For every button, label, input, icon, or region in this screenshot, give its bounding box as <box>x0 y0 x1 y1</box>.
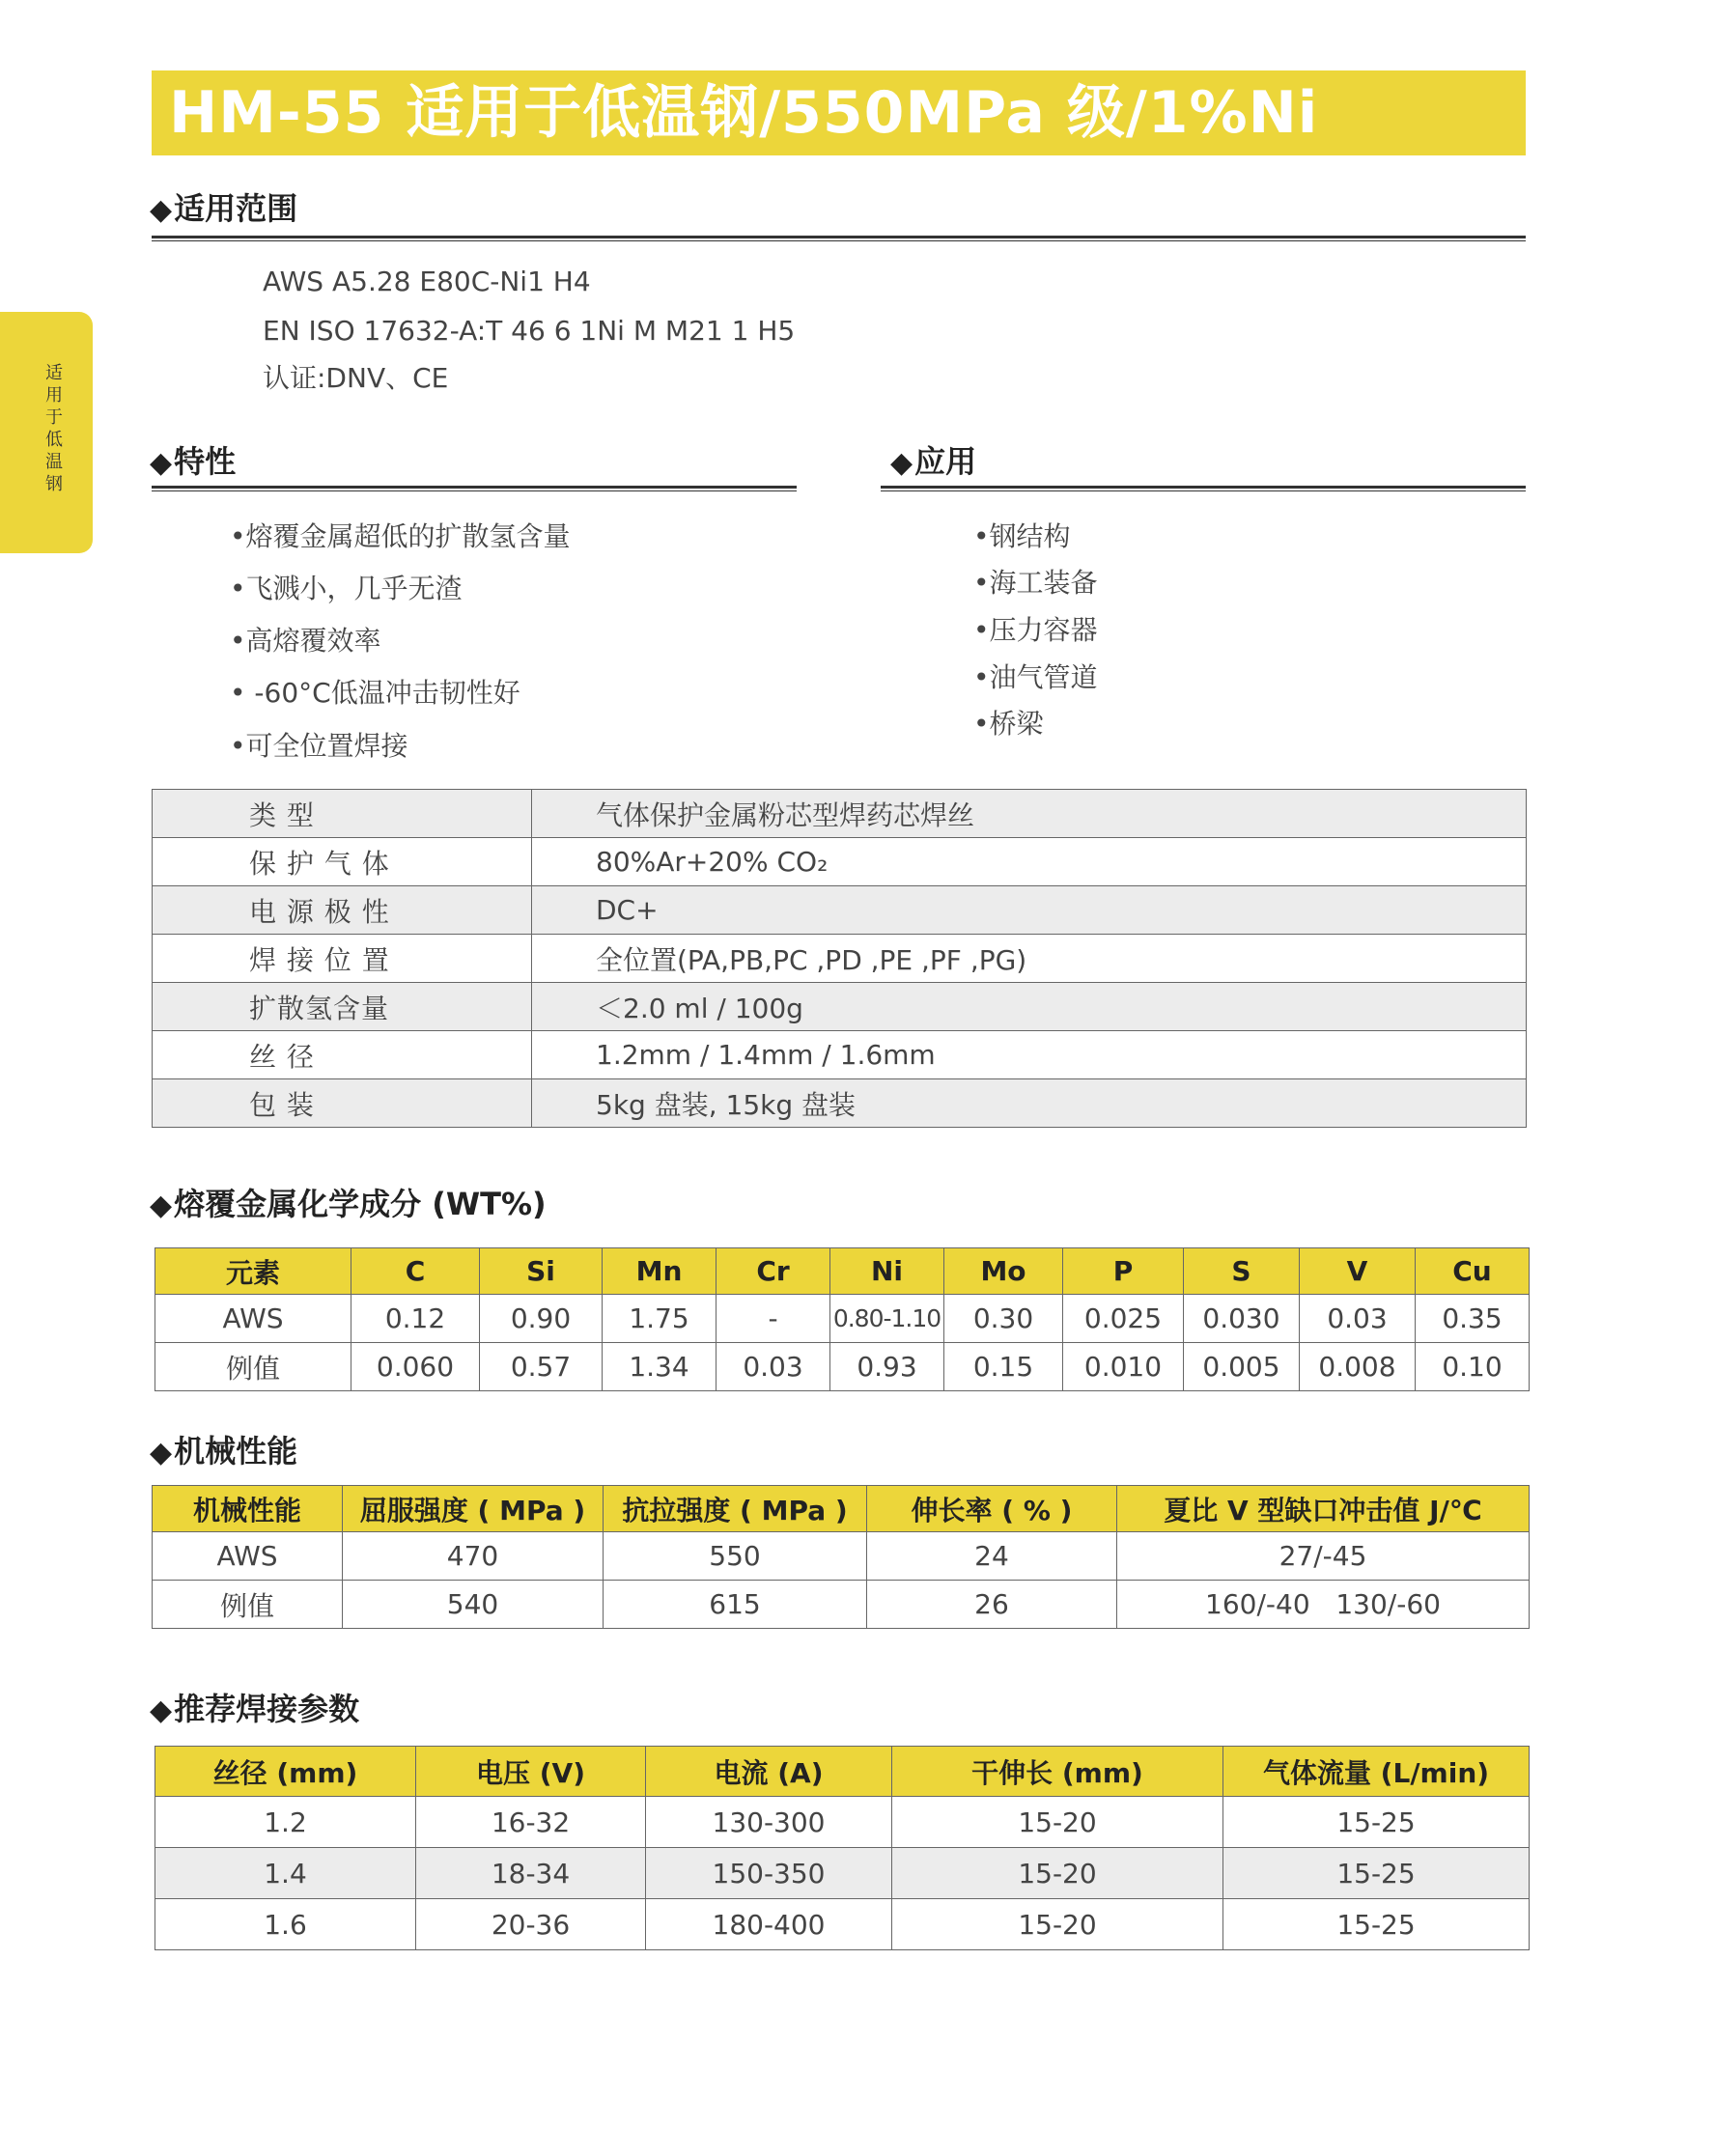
table-row <box>153 935 1527 983</box>
table-cell: 180-400 <box>646 1899 892 1950</box>
table-cell: 615 <box>604 1581 867 1629</box>
table-cell: 15-25 <box>1223 1797 1530 1848</box>
spec-value: 5kg 盘装, 15kg 盘装 <box>532 1079 1527 1128</box>
table-row <box>153 1581 1530 1629</box>
spec-value: 1.2mm / 1.4mm / 1.6mm <box>532 1031 1527 1079</box>
spec-value: 全位置(PA,PB,PC ,PD ,PE ,PF ,PG) <box>532 935 1527 983</box>
column-header: 电流 (A) <box>646 1747 892 1797</box>
spec-key: 类 型 <box>153 790 532 838</box>
table-cell: 1.4 <box>155 1848 416 1899</box>
feature-item: •熔覆金属超低的扩散氢含量 <box>230 520 571 552</box>
column-header: 电压 (V) <box>416 1747 646 1797</box>
table-header-row <box>155 1747 1530 1797</box>
spec-value: DC+ <box>532 886 1527 935</box>
page-title: HM-55 适用于低温钢/550MPa 级/1%Ni <box>169 79 1319 147</box>
chem-heading: ◆熔覆金属化学成分 (WT%) <box>150 1186 547 1222</box>
table-cell: 150-350 <box>646 1848 892 1899</box>
title-bar <box>152 70 1526 155</box>
column-header: Ni <box>830 1248 944 1295</box>
application-item: •钢结构 <box>973 520 1071 552</box>
table-cell: 15-25 <box>1223 1848 1530 1899</box>
table-row <box>153 838 1527 886</box>
table-cell: 0.005 <box>1184 1343 1300 1391</box>
application-item: •压力容器 <box>973 614 1098 646</box>
scope-line: EN ISO 17632-A:T 46 6 1Ni M M21 1 H5 <box>263 315 796 347</box>
diamond-icon: ◆ <box>890 446 913 480</box>
table-cell: 0.03 <box>1300 1295 1416 1343</box>
table-cell: 例值 <box>155 1343 351 1391</box>
table-cell: 1.2 <box>155 1797 416 1848</box>
application-item: •油气管道 <box>973 661 1098 693</box>
table-cell: 15-20 <box>892 1848 1223 1899</box>
diamond-icon: ◆ <box>150 1694 173 1727</box>
column-header: 抗拉强度 ( MPa ) <box>604 1486 867 1532</box>
column-header: 屈服强度 ( MPa ) <box>343 1486 604 1532</box>
table-cell: 15-20 <box>892 1899 1223 1950</box>
spec-key: 焊 接 位 置 <box>153 935 532 983</box>
table-header-row <box>155 1248 1530 1295</box>
table-cell: 1.6 <box>155 1899 416 1950</box>
side-tab-label: 适用于低温钢 <box>45 363 63 494</box>
table-cell: 470 <box>343 1532 604 1581</box>
feature-item: •可全位置焊接 <box>230 730 408 762</box>
table-cell: 0.90 <box>480 1295 603 1343</box>
chem-table <box>155 1247 1530 1391</box>
feature-item: •飞溅小，几乎无渣 <box>230 573 463 604</box>
table-row <box>155 1848 1530 1899</box>
table-cell: 160/-40 130/-60 <box>1117 1581 1530 1629</box>
table-cell: 130-300 <box>646 1797 892 1848</box>
column-header: 干伸长 (mm) <box>892 1747 1223 1797</box>
spec-key: 扩散氢含量 <box>153 983 532 1031</box>
table-row <box>155 1899 1530 1950</box>
table-cell: 27/-45 <box>1117 1532 1530 1581</box>
table-row <box>153 790 1527 838</box>
column-header: 伸长率 ( % ) <box>867 1486 1117 1532</box>
table-row <box>153 983 1527 1031</box>
spec-value: 气体保护金属粉芯型焊药芯焊丝 <box>532 790 1527 838</box>
column-header: P <box>1063 1248 1184 1295</box>
table-cell: 16-32 <box>416 1797 646 1848</box>
spec-value: ＜2.0 ml / 100g <box>532 983 1527 1031</box>
table-header-row <box>153 1486 1530 1532</box>
table-cell: 18-34 <box>416 1848 646 1899</box>
table-cell: 例值 <box>153 1581 343 1629</box>
param-heading: ◆推荐焊接参数 <box>150 1691 360 1727</box>
table-cell: 26 <box>867 1581 1117 1629</box>
table-cell: 0.15 <box>944 1343 1063 1391</box>
scope-line: AWS A5.28 E80C-Ni1 H4 <box>263 266 591 297</box>
spec-key: 包 装 <box>153 1079 532 1128</box>
feature-item: • -60°C低温冲击韧性好 <box>230 677 520 709</box>
table-cell: 20-36 <box>416 1899 646 1950</box>
mech-heading: ◆机械性能 <box>150 1433 298 1470</box>
column-header: Cr <box>717 1248 830 1295</box>
table-cell: 0.80-1.10 <box>830 1295 944 1343</box>
table-row <box>155 1797 1530 1848</box>
column-header: C <box>351 1248 480 1295</box>
table-cell: AWS <box>153 1532 343 1581</box>
spec-key: 丝 径 <box>153 1031 532 1079</box>
table-cell: 1.34 <box>603 1343 717 1391</box>
diamond-icon: ◆ <box>150 1189 173 1222</box>
column-header: V <box>1300 1248 1416 1295</box>
table-row <box>155 1343 1530 1391</box>
table-row <box>153 1031 1527 1079</box>
side-tab <box>0 312 93 553</box>
column-header: 丝径 (mm) <box>155 1747 416 1797</box>
feature-item: •高熔覆效率 <box>230 625 381 657</box>
spec-key: 电 源 极 性 <box>153 886 532 935</box>
table-cell: 0.060 <box>351 1343 480 1391</box>
column-header: S <box>1184 1248 1300 1295</box>
table-row <box>153 1079 1527 1128</box>
application-item: •海工装备 <box>973 567 1098 599</box>
application-item: •桥梁 <box>973 708 1044 740</box>
column-header: Mn <box>603 1248 717 1295</box>
table-cell: 0.30 <box>944 1295 1063 1343</box>
table-cell: 0.025 <box>1063 1295 1184 1343</box>
column-header: Mo <box>944 1248 1063 1295</box>
table-cell: AWS <box>155 1295 351 1343</box>
table-cell: 0.010 <box>1063 1343 1184 1391</box>
spec-value: 80%Ar+20% CO₂ <box>532 838 1527 886</box>
column-header: Si <box>480 1248 603 1295</box>
table-cell: 15-20 <box>892 1797 1223 1848</box>
spec-key: 保 护 气 体 <box>153 838 532 886</box>
table-cell: 1.75 <box>603 1295 717 1343</box>
column-header: 机械性能 <box>153 1486 343 1532</box>
table-cell: 0.35 <box>1416 1295 1530 1343</box>
param-table <box>155 1746 1530 1950</box>
features-rule <box>152 486 797 491</box>
diamond-icon: ◆ <box>150 1436 173 1470</box>
column-header: 元素 <box>155 1248 351 1295</box>
column-header: 夏比 V 型缺口冲击值 J/℃ <box>1117 1486 1530 1532</box>
table-cell: 0.12 <box>351 1295 480 1343</box>
scope-heading: ◆适用范围 <box>150 190 298 227</box>
mech-table <box>152 1485 1530 1629</box>
applications-heading: ◆应用 <box>890 443 977 480</box>
applications-rule <box>881 486 1526 491</box>
spec-table <box>152 789 1527 1128</box>
column-header: 气体流量 (L/min) <box>1223 1747 1530 1797</box>
table-cell: 550 <box>604 1532 867 1581</box>
table-cell: 0.03 <box>717 1343 830 1391</box>
column-header: Cu <box>1416 1248 1530 1295</box>
scope-rule <box>152 236 1526 241</box>
diamond-icon: ◆ <box>150 193 173 227</box>
table-cell: 0.030 <box>1184 1295 1300 1343</box>
table-row <box>155 1295 1530 1343</box>
table-cell: 24 <box>867 1532 1117 1581</box>
features-heading: ◆特性 <box>150 443 237 480</box>
table-cell: 0.008 <box>1300 1343 1416 1391</box>
table-cell: 540 <box>343 1581 604 1629</box>
table-cell: - <box>717 1295 830 1343</box>
table-cell: 0.93 <box>830 1343 944 1391</box>
diamond-icon: ◆ <box>150 446 173 480</box>
table-cell: 0.10 <box>1416 1343 1530 1391</box>
table-cell: 15-25 <box>1223 1899 1530 1950</box>
table-row <box>153 886 1527 935</box>
table-row <box>153 1532 1530 1581</box>
scope-line: 认证:DNV、CE <box>263 362 449 394</box>
table-cell: 0.57 <box>480 1343 603 1391</box>
